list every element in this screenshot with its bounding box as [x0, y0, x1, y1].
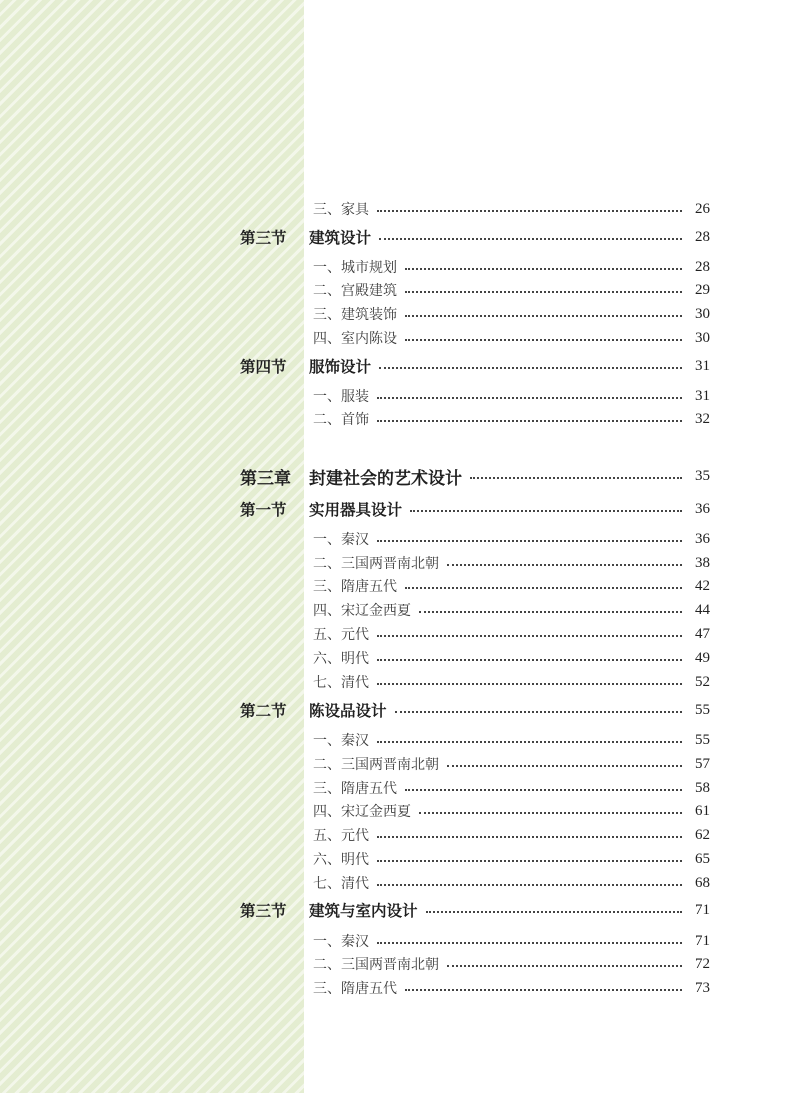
dot-leader: [377, 860, 682, 862]
toc-page-number: 38: [695, 554, 710, 571]
toc-page-number: 30: [695, 329, 710, 346]
toc-section[interactable]: [240, 355, 710, 377]
toc-number: 第三节: [240, 902, 287, 920]
dot-leader: [405, 268, 682, 270]
toc-item[interactable]: [240, 279, 710, 301]
toc-title: 陈设品设计: [309, 702, 387, 720]
toc-page-number: 58: [695, 779, 710, 796]
toc-page-number: 35: [695, 467, 710, 484]
toc-item[interactable]: [240, 930, 710, 952]
dot-leader: [395, 711, 682, 713]
toc-title: 服饰设计: [309, 358, 372, 376]
toc-title: 建筑设计: [309, 229, 372, 247]
toc-title: 三、隋唐五代: [313, 579, 397, 595]
dot-leader: [377, 635, 682, 637]
toc-page-number: 55: [695, 701, 710, 718]
toc-number: 第二节: [240, 702, 287, 720]
toc-title: 建筑与室内设计: [309, 902, 418, 920]
dot-leader: [419, 812, 682, 814]
toc-page-number: 49: [695, 649, 710, 666]
toc-title: 三、家具: [313, 202, 369, 218]
toc-page-number: 72: [695, 955, 710, 972]
toc-item[interactable]: [240, 671, 710, 693]
toc-page-number: 36: [695, 500, 710, 517]
dot-leader: [447, 965, 682, 967]
dot-leader: [377, 659, 682, 661]
toc-title: 二、宫殿建筑: [313, 283, 397, 299]
toc-page-number: 30: [695, 305, 710, 322]
toc-page-number: 71: [695, 932, 710, 949]
toc-page-number: 29: [695, 281, 710, 298]
toc-title: 三、建筑装饰: [313, 307, 397, 323]
toc-title: 四、宋辽金西夏: [313, 603, 411, 619]
toc-title: 七、清代: [313, 876, 369, 892]
toc-item[interactable]: [240, 824, 710, 846]
toc-page-number: 55: [695, 731, 710, 748]
toc-title: 五、元代: [313, 828, 369, 844]
dot-leader: [379, 367, 682, 369]
toc-item[interactable]: [240, 777, 710, 799]
toc-title: 一、秦汉: [313, 532, 369, 548]
toc-page-number: 68: [695, 874, 710, 891]
dot-leader: [419, 611, 682, 613]
toc-page-number: 71: [695, 901, 710, 918]
toc-title: 四、室内陈设: [313, 331, 397, 347]
toc-title: 三、隋唐五代: [313, 981, 397, 997]
toc-page-number: 44: [695, 601, 710, 618]
toc-page-number: 31: [695, 357, 710, 374]
toc-title: 一、城市规划: [313, 260, 397, 276]
dot-leader: [470, 477, 682, 479]
toc-title: 六、明代: [313, 852, 369, 868]
dot-leader: [377, 420, 682, 422]
dot-leader: [410, 510, 682, 512]
toc-page-number: 32: [695, 410, 710, 427]
toc-item[interactable]: [240, 303, 710, 325]
toc-page-number: 52: [695, 673, 710, 690]
toc-page-number: 57: [695, 755, 710, 772]
toc-title: 二、三国两晋南北朝: [313, 757, 439, 773]
toc-page-number: 28: [695, 258, 710, 275]
dot-leader: [447, 765, 682, 767]
dot-leader: [379, 238, 682, 240]
toc-item[interactable]: [240, 256, 710, 278]
toc-page-number: 62: [695, 826, 710, 843]
dot-leader: [377, 836, 682, 838]
toc-title: 一、服装: [313, 389, 369, 405]
toc-page-number: 26: [695, 200, 710, 217]
toc-section[interactable]: [240, 899, 710, 921]
toc-title: 四、宋辽金西夏: [313, 804, 411, 820]
dot-leader: [447, 564, 682, 566]
toc-item[interactable]: [240, 977, 710, 999]
toc-title: 封建社会的艺术设计: [309, 468, 462, 489]
toc-item[interactable]: [240, 575, 710, 597]
dot-leader: [405, 339, 682, 341]
toc-title: 一、秦汉: [313, 733, 369, 749]
dot-leader: [377, 210, 682, 212]
dot-leader: [377, 884, 682, 886]
toc-item[interactable]: [240, 198, 710, 220]
dot-leader: [377, 741, 682, 743]
toc-item[interactable]: [240, 623, 710, 645]
toc-title: 一、秦汉: [313, 934, 369, 950]
toc-page-number: 42: [695, 577, 710, 594]
toc-page-number: 36: [695, 530, 710, 547]
toc-item[interactable]: [240, 327, 710, 349]
toc-chapter[interactable]: [240, 465, 710, 487]
dot-leader: [426, 911, 682, 913]
dot-leader: [377, 540, 682, 542]
dot-leader: [405, 789, 682, 791]
toc-number: 第三节: [240, 229, 287, 247]
toc-title: 实用器具设计: [309, 501, 403, 519]
toc-item[interactable]: [240, 552, 710, 574]
toc-title: 二、三国两晋南北朝: [313, 556, 439, 572]
toc-item[interactable]: [240, 953, 710, 975]
toc-title: 二、三国两晋南北朝: [313, 957, 439, 973]
toc-page-number: 47: [695, 625, 710, 642]
toc-title: 六、明代: [313, 651, 369, 667]
toc-item[interactable]: [240, 647, 710, 669]
toc-title: 二、首饰: [313, 412, 369, 428]
dot-leader: [405, 587, 682, 589]
dot-leader: [405, 315, 682, 317]
toc-title: 三、隋唐五代: [313, 781, 397, 797]
toc-item[interactable]: [240, 848, 710, 870]
toc-item[interactable]: [240, 599, 710, 621]
toc-item[interactable]: [240, 729, 710, 751]
toc-item[interactable]: [240, 408, 710, 430]
toc-page-number: 28: [695, 228, 710, 245]
toc-item[interactable]: [240, 800, 710, 822]
toc-page-number: 73: [695, 979, 710, 996]
toc-number: 第三章: [240, 468, 291, 489]
toc-title: 五、元代: [313, 627, 369, 643]
toc-number: 第四节: [240, 358, 287, 376]
toc-page-number: 65: [695, 850, 710, 867]
toc-section[interactable]: [240, 226, 710, 248]
dot-leader: [405, 989, 682, 991]
toc-page-number: 61: [695, 802, 710, 819]
toc-item[interactable]: [240, 528, 710, 550]
toc-section[interactable]: [240, 699, 710, 721]
toc-page-number: 31: [695, 387, 710, 404]
dot-leader: [405, 291, 682, 293]
dot-leader: [377, 683, 682, 685]
dot-leader: [377, 397, 682, 399]
toc-title: 七、清代: [313, 675, 369, 691]
toc-item[interactable]: [240, 385, 710, 407]
toc-item[interactable]: [240, 872, 710, 894]
dot-leader: [377, 942, 682, 944]
toc-section[interactable]: [240, 498, 710, 520]
toc-number: 第一节: [240, 501, 287, 519]
toc-item[interactable]: [240, 753, 710, 775]
